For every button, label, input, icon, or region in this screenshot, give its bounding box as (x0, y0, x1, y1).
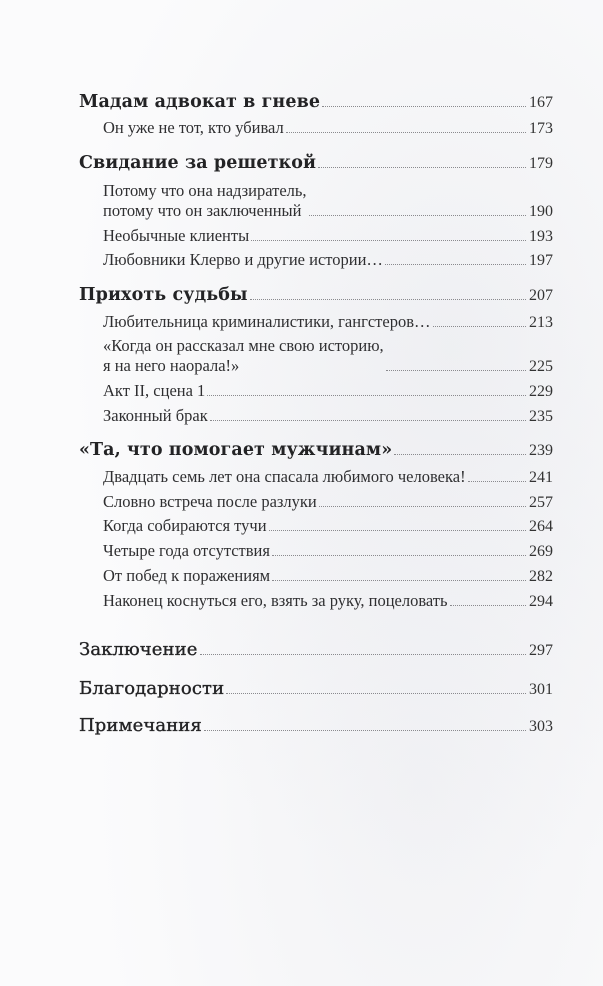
toc-section-title: Когда собираются тучи (103, 516, 267, 535)
toc-chapter (79, 639, 553, 660)
leader-dots (251, 239, 526, 241)
toc-section (103, 467, 553, 487)
toc-section-title-line: Потому что она надзиратель, (103, 181, 307, 200)
leader-dots (322, 105, 526, 107)
toc-section-title-line: потому что он заключенный (103, 201, 302, 220)
leader-dots (210, 419, 526, 421)
toc-page-number: 225 (529, 358, 553, 375)
leader-dots (319, 505, 526, 507)
toc-section-title: Акт II, сцена 1 (103, 381, 206, 400)
toc-section (103, 181, 553, 221)
toc-page-number: 235 (529, 408, 553, 425)
toc-section (103, 516, 553, 536)
leader-dots (200, 653, 526, 655)
toc-section-title: Четыре года отсутствия (103, 541, 270, 560)
leader-dots (272, 554, 526, 556)
leader-dots (394, 453, 526, 455)
toc-chapter (79, 285, 553, 305)
toc-chapter-title: Мадам адвокат в гневе (79, 92, 321, 112)
toc-page-number: 301 (529, 681, 553, 698)
toc-page-number: 303 (529, 718, 553, 735)
leader-dots (433, 325, 526, 327)
toc-chapter-title: Примечания (79, 715, 202, 736)
toc-section-title (103, 181, 307, 221)
toc-chapter-title: Свидание за решеткой (79, 153, 317, 173)
toc-page-number: 257 (529, 494, 553, 511)
toc-section-title: Законный брак (103, 406, 208, 425)
toc-chapter (79, 440, 553, 460)
toc-chapter-title: Заключение (79, 639, 198, 660)
toc-section (103, 226, 553, 246)
leader-dots (272, 579, 526, 581)
leader-dots (385, 263, 526, 265)
toc-chapter (79, 153, 553, 173)
toc-section (103, 406, 553, 426)
toc-section-title-line: «Когда он рассказал мне свою историю, (103, 336, 384, 355)
toc-page-number: 197 (529, 252, 553, 269)
toc-section (103, 118, 553, 138)
leader-dots (386, 369, 526, 371)
toc-page-number: 269 (529, 543, 553, 560)
toc-section-title: От побед к поражениям (103, 566, 271, 585)
leader-dots (286, 131, 526, 133)
toc-chapter (79, 92, 553, 112)
toc-section (103, 541, 553, 561)
toc-section-title: Словно встреча после разлуки (103, 492, 317, 511)
toc-section-title: Любительница криминалистики, гангстеров… (103, 312, 431, 331)
leader-dots (250, 298, 526, 300)
toc-section-title-line: я на него наорала!» (103, 356, 240, 375)
toc-section-title: Он уже не тот, кто убивал (103, 118, 284, 137)
toc-chapter-title: «Та, что помогает мужчинам» (79, 440, 393, 460)
toc-section (103, 492, 553, 512)
leader-dots (468, 480, 526, 482)
toc-section-title (103, 336, 384, 376)
toc-page-number: 239 (529, 442, 553, 459)
toc-page-number: 294 (529, 593, 553, 610)
leader-dots (318, 166, 526, 168)
toc-chapter-title: Прихоть судьбы (79, 285, 248, 305)
toc-page-number: 193 (529, 228, 553, 245)
toc-page-number: 229 (529, 383, 553, 400)
toc-section (103, 312, 553, 332)
leader-dots (309, 214, 526, 216)
toc-page-number: 190 (529, 203, 553, 220)
leader-dots (207, 394, 526, 396)
toc-page-number: 207 (529, 287, 553, 304)
toc-page-number: 282 (529, 568, 553, 585)
toc-section-title: Любовники Клерво и другие истории… (103, 250, 383, 269)
toc-page-number: 264 (529, 518, 553, 535)
toc-chapter-title: Благодарности (79, 678, 225, 699)
leader-dots (450, 604, 526, 606)
toc-page-number: 213 (529, 314, 553, 331)
toc-page-number: 241 (529, 469, 553, 486)
toc-chapter (79, 715, 553, 736)
toc-section (103, 566, 553, 586)
toc-page-number: 173 (529, 120, 553, 137)
toc-section (103, 381, 553, 401)
toc-section (103, 591, 553, 611)
toc-chapter (79, 678, 553, 699)
leader-dots (204, 729, 526, 731)
toc-page-number: 167 (529, 94, 553, 111)
toc-page-number: 297 (529, 642, 553, 659)
toc-page-number: 179 (529, 155, 553, 172)
toc-section (103, 336, 553, 376)
leader-dots (269, 529, 526, 531)
toc-section (103, 250, 553, 270)
toc-section-title: Необычные клиенты (103, 226, 250, 245)
toc-section-title: Двадцать семь лет она спасала любимого человека! (103, 467, 466, 486)
toc-section-title: Наконец коснуться его, взять за руку, поцеловать (103, 591, 448, 610)
leader-dots (226, 692, 526, 694)
